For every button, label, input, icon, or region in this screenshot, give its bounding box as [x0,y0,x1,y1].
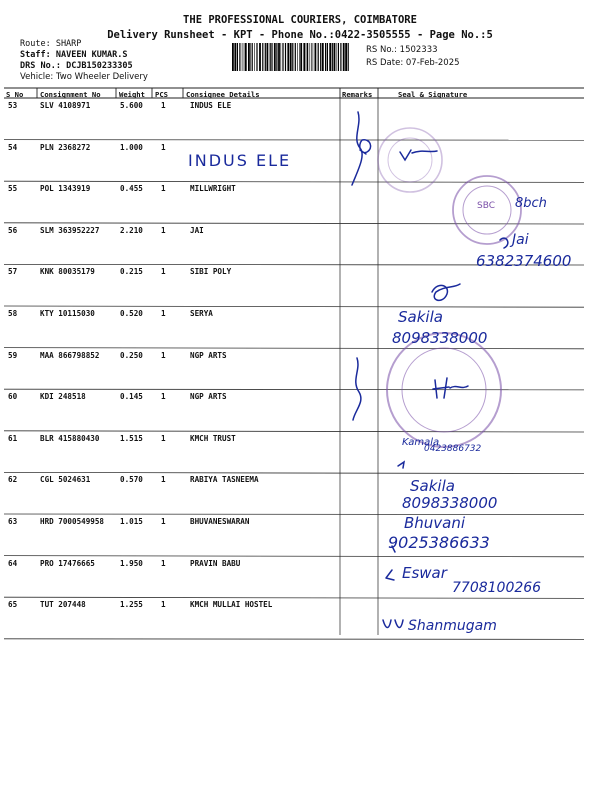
cell-weight: 0.250 [120,350,143,360]
cell-weight: 1.950 [120,558,143,568]
rs-number: RS No.: 1502333 [366,45,438,55]
barcode-bar [345,43,347,71]
handwritten-name-64: Eswar [402,564,447,582]
cell-consignee: SIBI POLY [190,267,232,277]
handwritten-name-58: Sakila [398,308,443,326]
barcode-bar [334,43,336,71]
cell-sno: 53 [8,101,18,110]
row-divider [4,140,584,141]
barcode-bar [315,43,317,71]
barcode-bar [270,43,271,71]
cell-pcs: 1 [161,225,166,235]
barcode-bar [313,43,314,71]
handwritten-phone-64: 7708100266 [452,580,542,596]
cell-weight: 1.255 [120,600,143,610]
row-divider [4,597,584,598]
row-divider [4,472,584,473]
barcode-bar [256,43,257,71]
row-divider [4,348,584,349]
signature-57 [432,284,460,300]
drs-line [20,62,133,71]
row-divider [4,181,584,182]
cell-consignment: TUT 207448 [40,600,86,610]
barcode-bar [329,43,331,71]
cell-pcs: 1 [161,475,166,485]
barcode-bar [290,43,292,71]
handwritten-name-65: Shanmugam [408,618,497,634]
barcode-bar [278,43,280,71]
cell-pcs: 1 [161,392,166,402]
barcode-bar [281,43,282,71]
row-divider [4,389,584,390]
cell-consignment: SLM 363952227 [40,225,100,235]
col-consignment: Consignment No [40,90,101,99]
cell-pcs: 1 [161,101,166,110]
barcode-bar [257,43,258,71]
row-divider [4,431,584,432]
barcode-bar [336,43,337,71]
cell-weight: 0.570 [120,475,143,485]
courier-stamp-lower [387,333,501,447]
cell-pcs: 1 [161,433,166,443]
signature-60 [433,378,468,398]
cell-weight: 0.215 [120,267,143,277]
row-divider [4,223,584,224]
cell-consignment: BLR 415880430 [40,433,100,443]
col-weight: Weight [119,90,145,99]
signature-64-mark [386,570,394,580]
barcode-bar [254,43,255,71]
barcode-bar [259,43,261,71]
barcode-bar [276,43,277,71]
drs-value: DCJB150233305 [66,61,133,71]
barcode-bar [311,43,312,71]
barcode-bar [306,43,307,71]
cell-sno: 59 [8,350,18,360]
cell-weight: 1.015 [120,517,143,526]
cell-consignment: KTY 10115030 [40,309,95,318]
col-seal-signature: Seal & Signature [398,90,468,99]
barcode-bar [322,43,324,71]
cell-sno: 65 [8,600,18,610]
cell-consignee: SERYA [190,309,213,318]
barcode-bar [327,43,328,71]
courier-stamp-top [378,128,442,192]
barcode-bar [348,43,349,71]
cell-sno: 64 [8,558,18,568]
staff-label: Staff: [20,50,51,60]
barcode-bar [271,43,272,71]
cell-sno: 58 [8,309,18,318]
staff-line [20,51,128,60]
barcode-bar [299,43,300,71]
cell-consignee: MILLWRIGHT [190,184,236,194]
cell-pcs: 1 [161,309,166,318]
signature-61 [398,462,404,468]
cell-consignee: RABIYA TASNEEMA [190,475,259,485]
barcode-bar [285,43,286,71]
handwritten-name-56: Jai [512,232,529,248]
cell-consignment: PLN 2368272 [40,142,91,152]
cell-pcs: 1 [161,184,166,194]
cell-consignee: INDUS ELE [190,101,232,110]
barcode-bar [244,43,245,71]
cell-consignee: KMCH MULLAI HOSTEL [190,600,273,610]
barcode-bar [338,43,339,71]
handwritten-phone-58: 8098338000 [392,329,488,347]
cell-consignee: JAI [190,225,204,235]
staff-value: NAVEEN KUMAR.S [55,50,128,60]
cell-consignment: POL 1343919 [40,184,91,194]
signature-54 [400,150,437,160]
barcode-bar [307,43,308,71]
cell-sno: 62 [8,475,18,485]
signature-56-mark [500,238,508,248]
cell-weight: 1.515 [120,433,143,443]
barcode-bar [282,43,283,71]
handwritten-phone-61: 0423886732 [424,444,482,454]
barcode-bar [300,43,302,71]
cell-pcs: 1 [161,142,166,152]
handwritten-phone-56: 6382374600 [476,252,572,270]
barcode-bar [267,43,269,71]
barcode-bar [318,43,319,71]
cell-consignee: NGP ARTS [190,350,227,360]
handwritten-name-62: Sakila [410,477,455,495]
barcode-bar [320,43,321,71]
cell-consignee: BHUVANESWARAN [190,517,250,526]
remark-mark-54 [360,140,371,154]
cell-sno: 63 [8,517,18,526]
cell-consignee: PRAVIN BABU [190,558,241,568]
cell-weight: 0.520 [120,309,143,318]
row-divider [4,514,584,515]
cell-consignee: NGP ARTS [190,392,227,402]
stamp-text: SBC [477,201,496,211]
rs-date: RS Date: 07-Feb-2025 [366,58,460,68]
col-pcs: PCS [155,90,168,99]
cell-sno: 61 [8,433,18,443]
barcode-bar [252,43,253,71]
barcode-bar [250,43,251,71]
cell-weight: 1.000 [120,142,143,152]
barcode-bar [287,43,289,71]
barcode-bar [343,43,345,71]
remark-mark-59 [353,358,361,420]
handwritten-phone-63: 9025386633 [388,533,490,552]
runsheet-subtitle: Delivery Runsheet - KPT - Phone No.:0422-3505555 - Page No.:5 [107,29,493,41]
cell-sno: 54 [8,142,18,152]
signature-65-mark [383,620,403,628]
barcode-bar [295,43,296,71]
barcode-bar [274,43,276,71]
cell-sno: 55 [8,184,18,194]
barcode-bar [292,43,293,71]
cell-consignment: KNK 80035179 [40,267,95,277]
cell-pcs: 1 [161,600,166,610]
barcode-bar [237,43,238,71]
row-divider [4,639,584,640]
barcode-bar [234,43,236,71]
cell-consignment: HRD 7000549958 [40,517,105,526]
cell-consignment: SLV 4108971 [40,101,91,110]
cell-consignment: KDI 248518 [40,392,86,402]
cell-weight: 0.145 [120,392,143,402]
handwritten-sign-56-top: 8bch [515,196,547,211]
barcode-bar [232,43,234,71]
cell-weight: 2.210 [120,225,143,235]
barcode-bar [310,43,311,71]
barcode-bar [332,43,333,71]
company-title: THE PROFESSIONAL COURIERS, COIMBATORE [183,14,417,26]
handwritten-phone-62: 8098338000 [402,494,498,512]
barcode-bar [239,43,240,71]
cell-consignment: PRO 17476665 [40,558,95,568]
col-sno: S No [6,90,24,99]
handwritten-consignee-54: INDUS ELE [188,151,292,170]
col-remarks: Remarks [342,90,373,99]
barcode-bar [265,43,266,71]
barcode-bar [325,43,326,71]
vehicle-line: Vehicle: Two Wheeler Delivery [20,72,148,82]
cell-sno: 57 [8,267,18,277]
cell-weight: 5.600 [120,101,143,110]
barcode-bar [242,43,243,71]
row-divider [4,556,584,557]
barcode-bar [248,43,250,71]
barcode-bar [245,43,247,71]
cell-pcs: 1 [161,517,166,526]
barcode-bar [297,43,298,71]
cell-sno: 56 [8,225,18,235]
remark-mark-53 [352,112,362,185]
row-divider [4,306,584,307]
barcode-bar [262,43,263,71]
cell-pcs: 1 [161,350,166,360]
barcode-bar [303,43,305,71]
col-consignee: Consignee Details [186,90,260,99]
cell-consignee: KMCH TRUST [190,433,236,443]
cell-consignment: CGL 5024631 [40,475,91,485]
route-line: Route: SHARP [20,39,82,49]
handwritten-name-61: Kamala [402,437,440,448]
cell-sno: 60 [8,392,18,402]
cell-pcs: 1 [161,558,166,568]
cell-pcs: 1 [161,267,166,277]
handwritten-name-63: Bhuvani [404,514,466,532]
barcode-bar [340,43,341,71]
cell-weight: 0.455 [120,184,143,194]
barcode [232,43,352,71]
cell-consignment: MAA 866798852 [40,350,100,360]
drs-label: DRS No.: [20,61,61,71]
